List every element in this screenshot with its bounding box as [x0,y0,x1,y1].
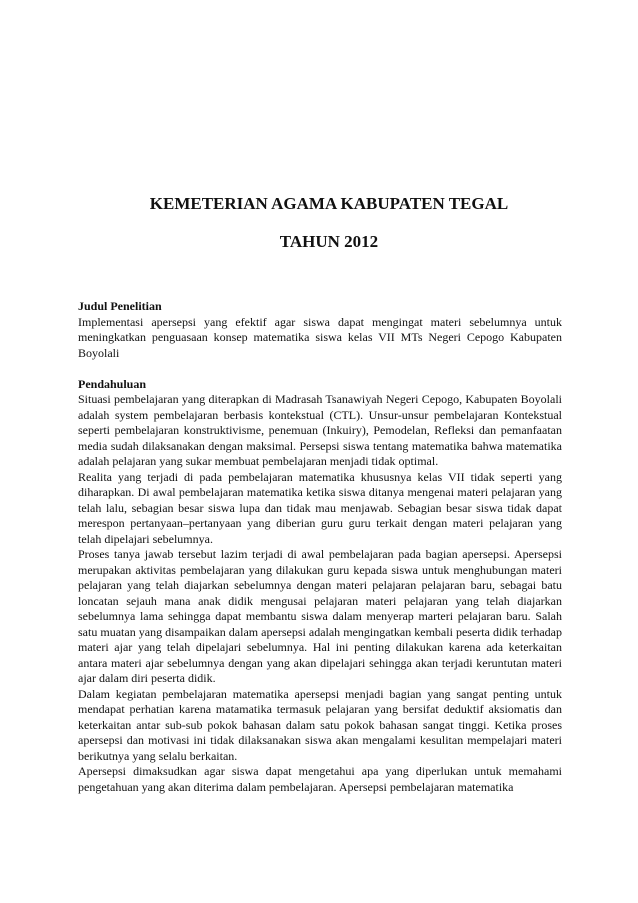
section-heading: Pendahuluan [78,376,147,391]
document-title: KEMETERIAN AGAMA KABUPATEN TEGAL [149,194,509,213]
section-research-title [78,299,562,361]
paragraph: Dalam kegiatan pembelajaran matematika apersepsi menjadi bagian yang sangat penting untuk mendapat perhatian karena matamatika termasuk pelajaran yang bersifat deduktif aksiomatis dan keterkaitan antar sub-sub pokok bahasan dalam satu pokok bahasan sangat tinggi. Ketika proses apersepsi dan motivasi ini tidak dilaksanakan siswa akan mengalami kesulitan mempelajari materi berikutnya yang selalu berkaitan. [78,686,562,763]
section-heading: Judul Penelitian [78,299,162,313]
paragraph: Apersepsi dimaksudkan agar siswa dapat mengetahui apa yang diperlukan untuk memahami pengetahuan yang akan diterima dalam pembelajaran. Apersepsi pembelajaran matematika [78,764,562,794]
document-year: TAHUN 2012 [279,232,379,251]
document-body [78,299,562,795]
paragraph: Realita yang terjadi di pada pembelajaran matematika khususnya kelas VII tidak seperti yang diharapkan. Di awal pembelajaran matematika ketika siswa ditanya mengenai materi pelajaran yang telah lalu, sebagian besar siswa lupa dan tidak mau menjawab. Sebagian besar siswa tidak dapat merespon pertanyaan–pertanyaan yang diberian guru guru terkait dengan materi pelajaran yang telah dipelajari sebelumnya. [78,469,562,546]
paragraph: Proses tanya jawab tersebut lazim terjadi di awal pembelajaran pada bagian apersepsi. Apersepsi merupakan aktivitas pembelajaran yang dilakukan guru kepada siswa untuk menghubungan materi pelajaran yang telah diajarkan sebelumnya dengan materi pelajaran pelajaran baru, sebagai batu loncatan sejauh mana anak didik mengusai pelajaran materi pelajaran yang telah diajarkan sebelumnya lama sehingga dapat membantu siswa dalam menyerap marteri pelajaran baru. Salah satu muatan yang disampaikan dalam apersepsi adalah mengingatkan kembali peserta didik terhadap materi ajar yang telah dipelajari sebelumnya. Hal ini penting dilakukan karena ada keterkaitan antara materi ajar sebelumnya dengan yang akan dipelajari sehingga akan terjadi keruntutan materi ajar dalam diri peserta didik. [78,547,562,685]
section-introduction [78,377,562,796]
paragraph: Implementasi apersepsi yang efektif agar siswa dapat mengingat materi sebelumnya untuk meningkatkan penguasaan konsep matematika siswa kelas VII MTs Negeri Cepogo Kabupaten Boyolali [78,314,562,360]
paragraph: Situasi pembelajaran yang diterapkan di Madrasah Tsanawiyah Negeri Cepogo, Kabupaten Boyolali adalah system pembelajaran berbasis kontekstual (CTL). Unsur-unsur pembelajaran Kontekstual seperti pembelajaran konstruktivisme, penemuan (Inkuiry), Pemodelan, Refleksi dan pemanfaatan media sudah dilaksanakan dengan maksimal. Persepsi siswa tentang matematika bahwa matematika adalah pelajaran yang sukar membuat pembelajaran menjadi tidak optimal. [78,392,562,468]
